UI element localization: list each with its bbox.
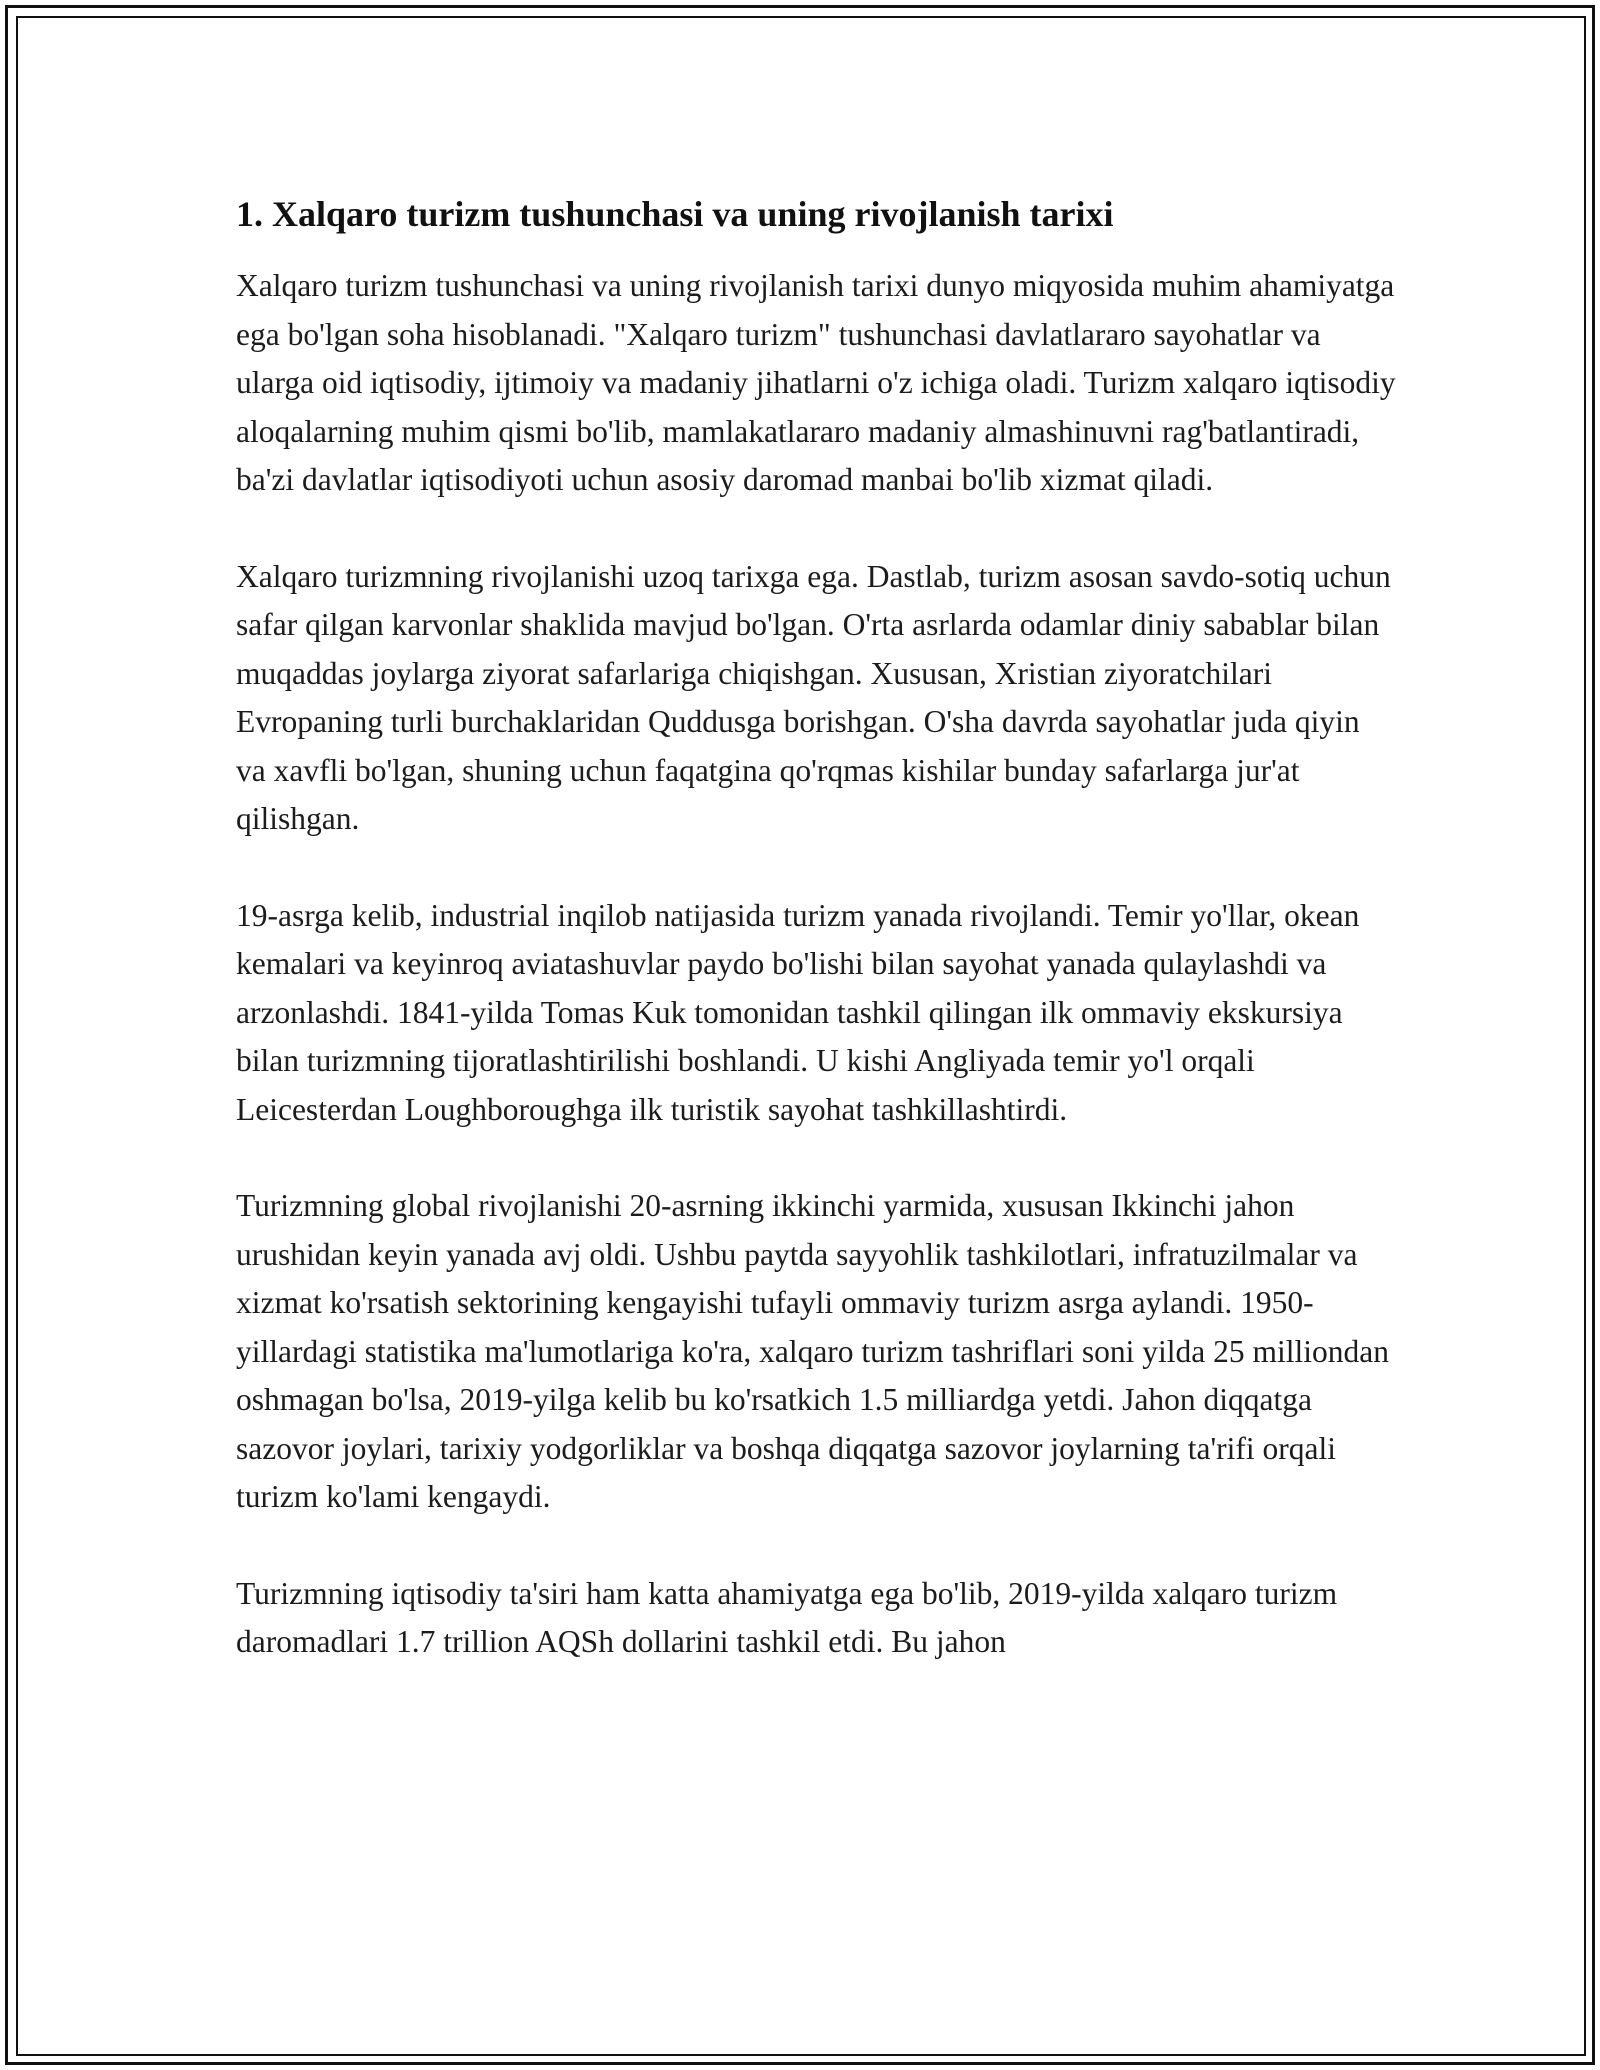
section-heading: 1. Xalqaro turizm tushunchasi va uning rivojlanish tarixi [236, 194, 1114, 234]
paragraph-economic-impact: Turizmning iqtisodiy ta'siri ham katta ahamiyatga ega bo'lib, 2019-yilda xalqaro turizm daromadlari 1.7 trillion AQSh dollarini tashkil etdi. Bu jahon [236, 1575, 1338, 1659]
paragraph-history: Xalqaro turizmning rivojlanishi uzoq tarixga ega. Dastlab, turizm asosan savdo-sotiq uchun safar qilgan karvonlar shaklida mavjud bo'lgan. O'rta asrlarda odamlar diniy sabablar bilan muqaddas joylarga ziyorat safarlariga chiqishgan. Xususan, Xristian ziyoratchilari Evropaning turli burchaklaridan Quddusga borishgan. O'sha davrda sayohatlar juda qiyin va xavfli bo'lgan, shuning uchun faqatgina qo'rqmas kishilar bunday safarlarga jur'at qilishgan. [236, 558, 1391, 836]
paragraph-industrial-era: 19-asrga kelib, industrial inqilob natijasida turizm yanada rivojlandi. Temir yo'llar, okean kemalari va keyinroq aviatashuvlar paydo bo'lishi bilan sayohat yanada qulaylashdi va arzonlashdi. 1841-yilda Tomas Kuk tomonidan tashkil qilingan ilk ommaviy ekskursiya bilan turizmning tijoratlashtirilishi boshlandi. U kishi Angliyada temir yo'l orqali Leicesterdan Loughboroughga ilk turistik sayohat tashkillashtirdi. [236, 897, 1360, 1127]
paragraph-global-development: Turizmning global rivojlanishi 20-asrning ikkinchi yarmida, xususan Ikkinchi jahon urushidan keyin yanada avj oldi. Ushbu paytda sayyohlik tashkilotlari, infratuzilmalar va xizmat ko'rsatish sektorining kengayishi tufayli ommaviy turizm asrga aylandi. 1950-yillardagi statistika ma'lumotlariga ko'ra, xalqaro turizm tashriflari soni yilda 25 milliondan oshmagan bo'lsa, 2019-yilga kelib bu ko'rsatkich 1.5 milliardga yetdi. Jahon diqqatga sazovor joylari, tarixiy yodgorliklar va boshqa diqqatga sazovor joylarning ta'rifi orqali turizm ko'lami kengaydi. [236, 1188, 1389, 1514]
paragraph-intro: Xalqaro turizm tushunchasi va uning rivojlanish tarixi dunyo miqyosida muhim ahamiyatga ega bo'lgan soha hisoblanadi. "Xalqaro turizm" tushunchasi davlatlararo sayohatlar va ularga oid iqtisodiy, ijtimoiy va madaniy jihatlarni o'z ichiga oladi. Turizm xalqaro iqtisodiy aloqalarning muhim qismi bo'lib, mamlakatlararo madaniy almashinuvni rag'batlantiradi, ba'zi davlatlar iqtisodiyoti uchun asosiy daromad manbai bo'lib xizmat qiladi. [236, 268, 1396, 497]
document-body [236, 188, 1396, 1715]
